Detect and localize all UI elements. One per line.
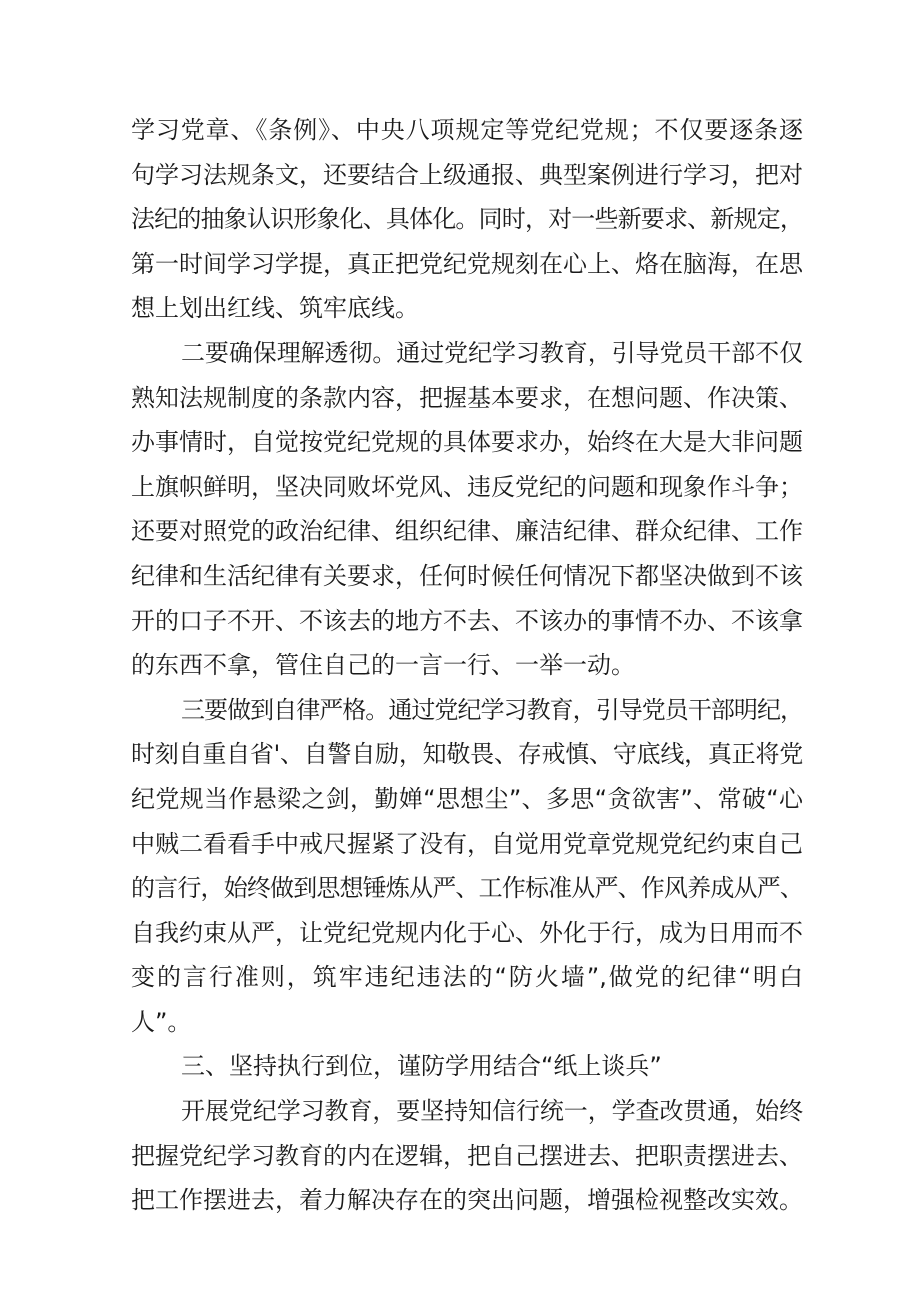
text-line: 把握党纪学习教育的内在逻辑，把自己摆进去、把职责摆进去、 (131, 1141, 803, 1170)
text-line: 纪党规当作悬梁之剑，勤婵“思想尘”、多思“贪欲害”、常破“心 (131, 784, 803, 813)
text-line: 开的口子不开、不该去的地方不去、不该办的事情不办、不该拿 (131, 606, 803, 635)
text-line: 熟知法规制度的条款内容，把握基本要求，在想问题、作决策、 (131, 383, 803, 412)
text-line: 上旗帜鲜明，坚决同败坏党风、违反党纪的问题和现象作斗争； (131, 472, 803, 501)
text-line: 还要对照党的政治纪律、组织纪律、廉洁纪律、群众纪律、工作 (131, 517, 803, 546)
text-line: 法纪的抽象认识形象化、具体化。同时，对一些新要求、新规定， (131, 205, 803, 234)
paragraph-start-line: 二要确保理解透彻。通过党纪学习教育，引导党员干部不仅 (181, 338, 803, 367)
text-line: 学习党章、《条例》、中央八项规定等党纪党规；不仅要逐条逐 (131, 116, 803, 144)
text-line: 把工作摆进去，着力解决存在的突出问题，增强检视整改实效。 (131, 1186, 803, 1215)
text-line: 想上划出红线、筑牢底线。 (131, 294, 419, 323)
paragraph-start-line: 开展党纪学习教育，要坚持知信行统一，学查改贯通，始终 (181, 1097, 803, 1126)
paragraph-start-line: 三要做到自律严格。通过党纪学习教育，引导党员干部明纪， (181, 695, 803, 724)
text-line: 中贼二看看手中戒尺握紧了没有，自觉用党章党规党纪约束自己 (131, 829, 803, 858)
section-heading: 三、坚持执行到位，谨防学用结合“纸上谈兵” (181, 1052, 662, 1081)
text-line: 时刻自重自省'、自警自励，知敬畏、存戒慎、守底线，真正将党 (131, 740, 803, 769)
text-line: 第一时间学习学提，真正把党纪党规刻在心上、烙在脑海，在思 (131, 249, 803, 278)
text-line: 的言行，始终做到思想锤炼从严、工作标准从严、作风养成从严、 (131, 874, 803, 903)
text-line: 纪律和生活纪律有关要求，任何时候任何情况下都坚决做到不该 (131, 561, 803, 590)
text-line: 人”。 (131, 1007, 192, 1036)
text-line: 的东西不拿，管住自己的一言一行、一举一动。 (131, 651, 635, 680)
text-line: 自我约束从严，让党纪党规内化于心、外化于行，成为日用而不 (131, 918, 803, 947)
text-line: 变的言行准则，筑牢违纪违法的“防火墙”,做党的纪律“明白 (131, 963, 803, 992)
text-line: 句学习法规条文，还要结合上级通报、典型案例进行学习，把对 (131, 160, 803, 189)
text-line: 办事情时，自觉按党纪党规的具体要求办，始终在大是大非问题 (131, 428, 803, 457)
document-body (131, 108, 803, 1223)
